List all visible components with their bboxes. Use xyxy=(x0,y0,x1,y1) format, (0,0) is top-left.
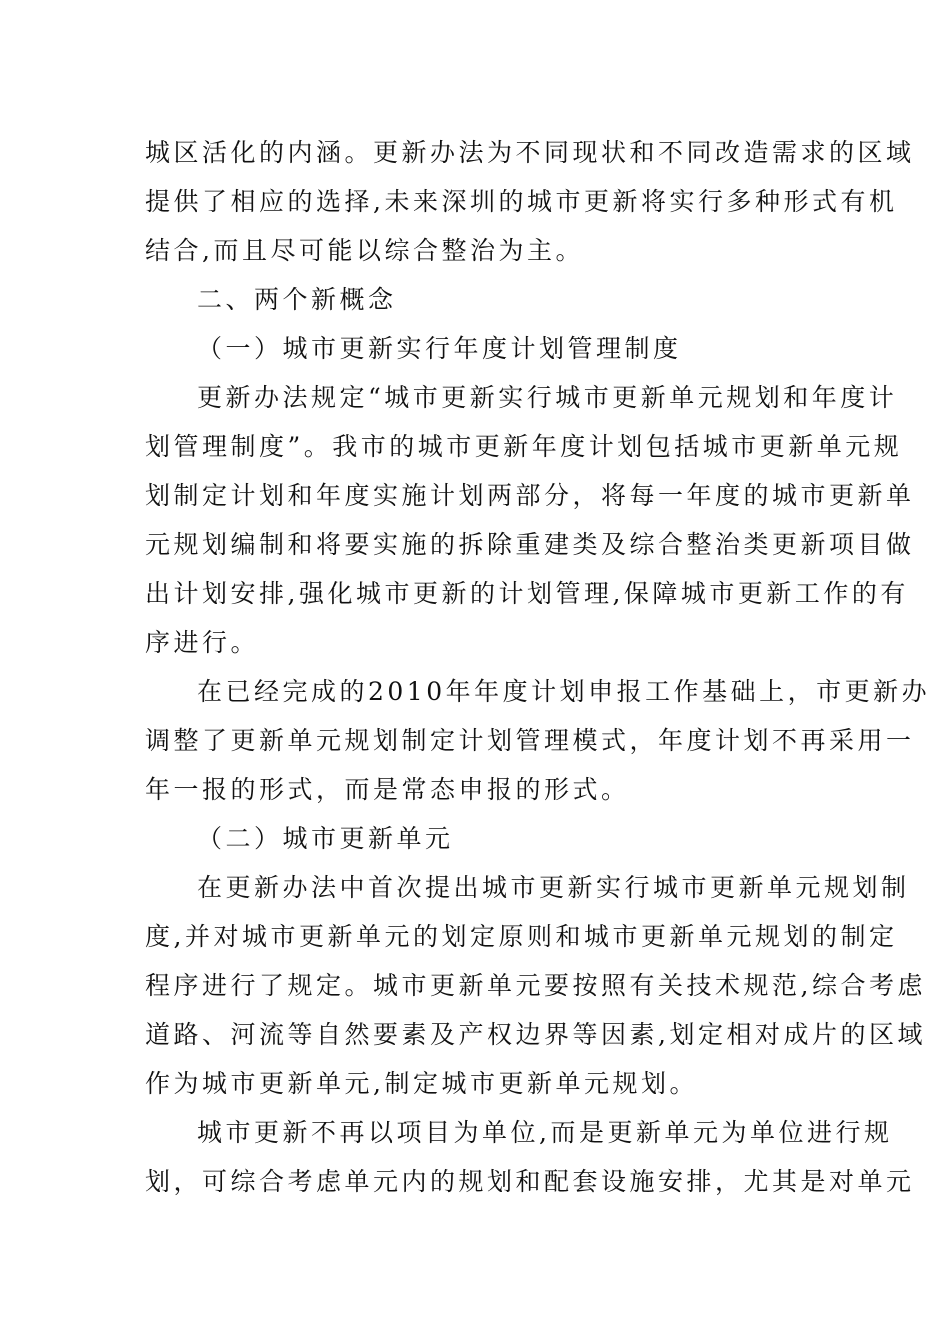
text-line: 调整了更新单元规划制定计划管理模式，年度计划不再采用一 xyxy=(145,726,915,755)
text-line: 序进行。 xyxy=(145,628,260,657)
text-line: 划，可综合考虑单元内的规划和配套设施安排，尤其是对单元 xyxy=(145,1167,915,1196)
text-line: 道路、河流等自然要素及产权边界等因素,划定相对成片的区域 xyxy=(145,1020,926,1049)
body-text xyxy=(145,128,931,1206)
text-line: 年一报的形式，而是常态申报的形式。 xyxy=(145,775,630,804)
text-line: 度,并对城市更新单元的划定原则和城市更新单元规划的制定 xyxy=(145,922,898,951)
text-line: 城区活化的内涵。更新办法为不同现状和不同改造需求的区域 xyxy=(145,138,915,167)
text-line: 作为城市更新单元,制定城市更新单元规划。 xyxy=(145,1069,698,1098)
text-line: 划制定计划和年度实施计划两部分，将每一年度的城市更新单 xyxy=(145,481,915,510)
text-line: 元规划编制和将要实施的拆除重建类及综合整治类更新项目做 xyxy=(145,530,915,559)
text-line: 提供了相应的选择,未来深圳的城市更新将实行多种形式有机 xyxy=(145,187,898,216)
text-line: 结合,而且尽可能以综合整治为主。 xyxy=(145,236,584,265)
section-heading: 二、两个新概念 xyxy=(197,285,397,314)
text-line: 在更新办法中首次提出城市更新实行城市更新单元规划制 xyxy=(197,873,910,902)
text-line: 程序进行了规定。城市更新单元要按照有关技术规范,综合考虑 xyxy=(145,971,926,1000)
subsection-heading: （一）城市更新实行年度计划管理制度 xyxy=(197,334,682,363)
text-line: 划管理制度”。我市的城市更新年度计划包括城市更新单元规 xyxy=(145,432,903,461)
text-line: 城市更新不再以项目为单位,而是更新单元为单位进行规 xyxy=(197,1118,893,1147)
text-line: 在已经完成的2010年年度计划申报工作基础上，市更新办 xyxy=(197,677,931,706)
subsection-heading: （二）城市更新单元 xyxy=(197,824,454,853)
text-line: 出计划安排,强化城市更新的计划管理,保障城市更新工作的有 xyxy=(145,579,909,608)
text-line: 更新办法规定“城市更新实行城市更新单元规划和年度计 xyxy=(197,383,898,412)
